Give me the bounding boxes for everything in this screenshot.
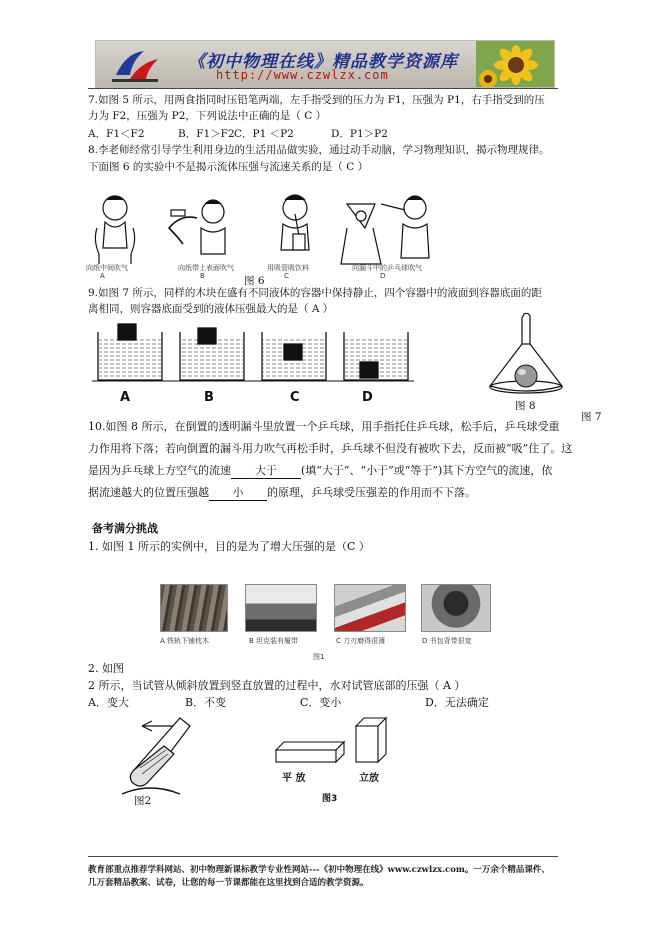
q7-option-c: C．P1 ＜P2 xyxy=(234,128,294,140)
q10-blank1: 大于 xyxy=(231,464,301,479)
q10-blank2: 小 xyxy=(209,486,267,501)
fig1-caption-d: D 书包背带很宽 xyxy=(422,637,472,645)
q7-option-b: B．F1＞F2 xyxy=(178,128,235,140)
c2-option-b: B．不变 xyxy=(185,696,227,709)
photo-tank xyxy=(245,584,317,632)
fig6-caption-a: 向纸中间吹气 xyxy=(86,264,128,272)
fig6-caption-c: 用吸管吸饮料 xyxy=(267,264,309,272)
header-banner xyxy=(95,40,555,88)
container-label-c: C xyxy=(290,390,300,405)
container-label-b: B xyxy=(204,390,214,405)
c1-question: 1. 如图 1 所示的实例中，目的是为了增大压强的是（C ） xyxy=(88,540,370,553)
c2-line1: 2. 如图 xyxy=(88,662,124,675)
fig6-letter-b: B xyxy=(200,272,205,280)
figure-2-test-tube xyxy=(120,712,210,798)
fig3-label: 图3 xyxy=(322,794,338,804)
q7-line1: 7.如图 5 所示，用两食指同时压铅笔两端，左手指受到的压力为 F1，压强为 P1，右手指受到的压 xyxy=(88,94,545,106)
fig6-letter-d: D xyxy=(380,272,386,280)
q10-line2: 力作用将下落；若向倒置的漏斗用力吹气再松手时，乒乓球不但没有被吹下去，反而被“吸”住了。这 xyxy=(88,442,573,455)
q8-line2: 下面图 6 的实验中不是揭示流体压强与流速关系的是（ C ） xyxy=(88,161,369,173)
site-logo-icon xyxy=(106,45,166,85)
fig8-label: 图 8 xyxy=(515,400,536,412)
q10-line4-end: 的原理，乒乓球受压强差的作用而不下落。 xyxy=(267,486,476,499)
q10-line3-start: 是因为乒乓球上方空气的流速 xyxy=(88,464,231,477)
q7-option-d: D．P1＞P2 xyxy=(331,128,388,140)
q9-line1: 9.如图 7 所示，同样的木块在盛有不同液体的容器中保持静止，四个容器中的液面到容器底面的距 xyxy=(88,287,542,299)
container-label-d: D xyxy=(362,390,373,405)
fig1-caption-a: A 铁轨下铺枕木 xyxy=(160,637,210,645)
fig1-caption-b: B 坦克装有履带 xyxy=(249,637,299,645)
sunflower-icon xyxy=(476,41,554,87)
photo-knife-blade xyxy=(334,584,406,632)
photo-school-bag xyxy=(421,584,491,632)
section-title: 备考满分挑战 xyxy=(92,522,158,535)
fig6-letter-a: A xyxy=(100,272,105,280)
flat-label: 平 放 xyxy=(282,773,306,784)
q10-line4-start: 据流速越大的位置压强越 xyxy=(88,486,209,499)
q7-line2: 力为 F2，压强为 P2，下列说法中正确的是（ C ） xyxy=(88,110,327,122)
c2-option-d: D．无法确定 xyxy=(425,696,489,709)
fig6-caption-d: 向漏斗中的乒乓球吹气 xyxy=(352,264,422,272)
figure-8-funnel xyxy=(484,310,568,398)
q8-line1: 8.李老师经常引导学生利用身边的生活用品做实验，通过动手动脑，学习物理知识，揭示物理规律。 xyxy=(88,144,550,156)
fig1-caption-c: C 刀刃磨得很薄 xyxy=(336,637,386,645)
footer-rule xyxy=(88,856,558,857)
banner-url[interactable]: http://www.czwlzx.com xyxy=(216,68,389,82)
fig6-letter-c: C xyxy=(284,272,289,280)
figure-7-containers xyxy=(92,318,414,386)
fig2-label: 图2 xyxy=(134,795,152,807)
q10-line3-end: (填“大于”、“小于”或“等于”)其下方空气的流速，依 xyxy=(301,464,553,477)
q10-line4 xyxy=(88,486,476,501)
banner-title: 《初中物理在线》精品教学资源库 xyxy=(188,52,458,72)
c2-option-c: C．变小 xyxy=(300,696,342,709)
q9-line2: 离相同，则容器底面受到的液体压强最大的是（ A ） xyxy=(88,303,334,315)
photo-railway-sleepers xyxy=(160,584,228,632)
q7-option-a: A．F1＜F2 xyxy=(88,128,145,140)
fig6-caption-b: 向纸带上表面吹气 xyxy=(178,264,234,272)
fig7-label: 图 7 xyxy=(581,411,602,423)
c2-option-a: A．变大 xyxy=(88,696,129,709)
q10-line3 xyxy=(88,464,552,479)
upright-label: 立放 xyxy=(359,773,379,784)
container-label-a: A xyxy=(120,390,131,405)
footer-line1: 教育部重点推荐学科网站、初中物理新课标教学专业性网站---《初中物理在线》www.czwlzx.com。一万余个精品课件、 xyxy=(88,865,550,875)
footer-line2: 几万套精品教案、试卷，让您的每一节课都能在这里找到合适的教学资源。 xyxy=(88,878,369,888)
c2-line2: 2 所示，当试管从倾斜放置到竖直放置的过程中，水对试管底部的压强（ A ） xyxy=(88,679,466,692)
fig1-label: 图1 xyxy=(313,653,325,661)
q10-line1: 10.如图 8 所示，在倒置的透明漏斗里放置一个乒乓球，用手指托住乒乓球，松手后，乒乓球受重 xyxy=(88,420,560,433)
figure-3-blocks xyxy=(272,716,402,772)
fig6-label: 图 6 xyxy=(244,275,265,287)
header-rule xyxy=(88,88,558,89)
